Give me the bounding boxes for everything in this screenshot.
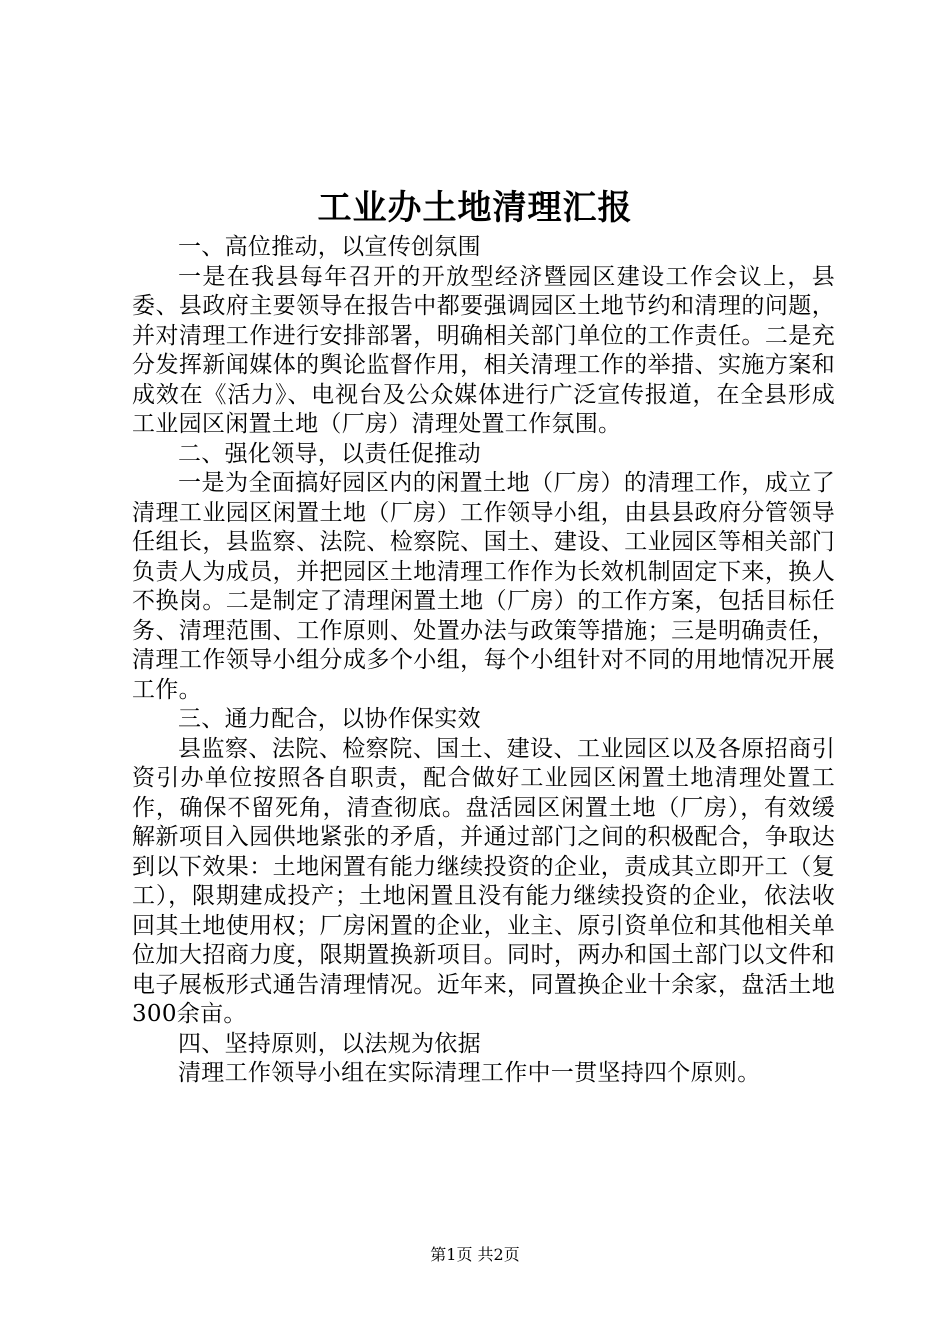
paragraph-3: 县监察、法院、检察院、国土、建设、工业园区以及各原招商引资引办单位按照各自职责，配合做好工业园区闲置土地清理处置工作，确保不留死角，清查彻底。盘活园区闲置土地（厂房），有效缓解新项目入园供地紧张的矛盾，并通过部门之间的积极配合，争取达到以下效果：土地闲置有能力继续投资的企业，责成其立即开工（复工），限期建成投产；土地闲置且没有能力继续投资的企业，依法收回其土地使用权；厂房闲置的企业，业主、原引资单位和其他相关单位加大招商力度，限期置换新项目。同时，两办和国土部门以文件和电子展板形式通告清理情况。近年来，同置换企业十余家，盘活土地300余亩。 (132, 735, 835, 1027)
section-heading-2: 二、强化领导，以责任促推动 (178, 440, 481, 467)
paragraph-4: 清理工作领导小组在实际清理工作中一贯坚持四个原则。 (178, 1060, 761, 1086)
document-title: 工业办土地清理汇报 (317, 188, 633, 228)
paragraph-1: 一是在我县每年召开的开放型经济暨园区建设工作会议上，县委、县政府主要领导在报告中都要强调园区土地节约和清理的问题，并对清理工作进行安排部署，明确相关部门单位的工作责任。二是充分发挥新闻媒体的舆论监督作用，相关清理工作的举措、实施方案和成效在《活力》、电视台及公众媒体进行广泛宣传报道，在全县形成工业园区闲置土地（厂房）清理处置工作氛围。 (132, 263, 835, 437)
paragraph-2: 一是为全面搞好园区内的闲置土地（厂房）的清理工作，成立了清理工业园区闲置土地（厂房）工作领导小组，由县县政府分管领导任组长，县监察、法院、检察院、国土、建设、工业园区等相关部门负责人为成员，并把园区土地清理工作作为长效机制固定下来，换人不换岗。二是制定了清理闲置土地（厂房）的工作方案，包括目标任务、清理范围、工作原则、处置办法与政策等措施；三是明确责任，清理工作领导小组分成多个小组，每个小组针对不同的用地情况开展工作。 (132, 470, 835, 703)
section-heading-1: 一、高位推动，以宣传创氛围 (178, 234, 481, 260)
page-footer: 第1页 共2页 (430, 1245, 520, 1264)
section-heading-4: 四、坚持原则，以法规为依据 (178, 1030, 481, 1057)
section-heading-3: 三、通力配合，以协作保实效 (178, 706, 481, 732)
document-body (132, 233, 835, 1089)
